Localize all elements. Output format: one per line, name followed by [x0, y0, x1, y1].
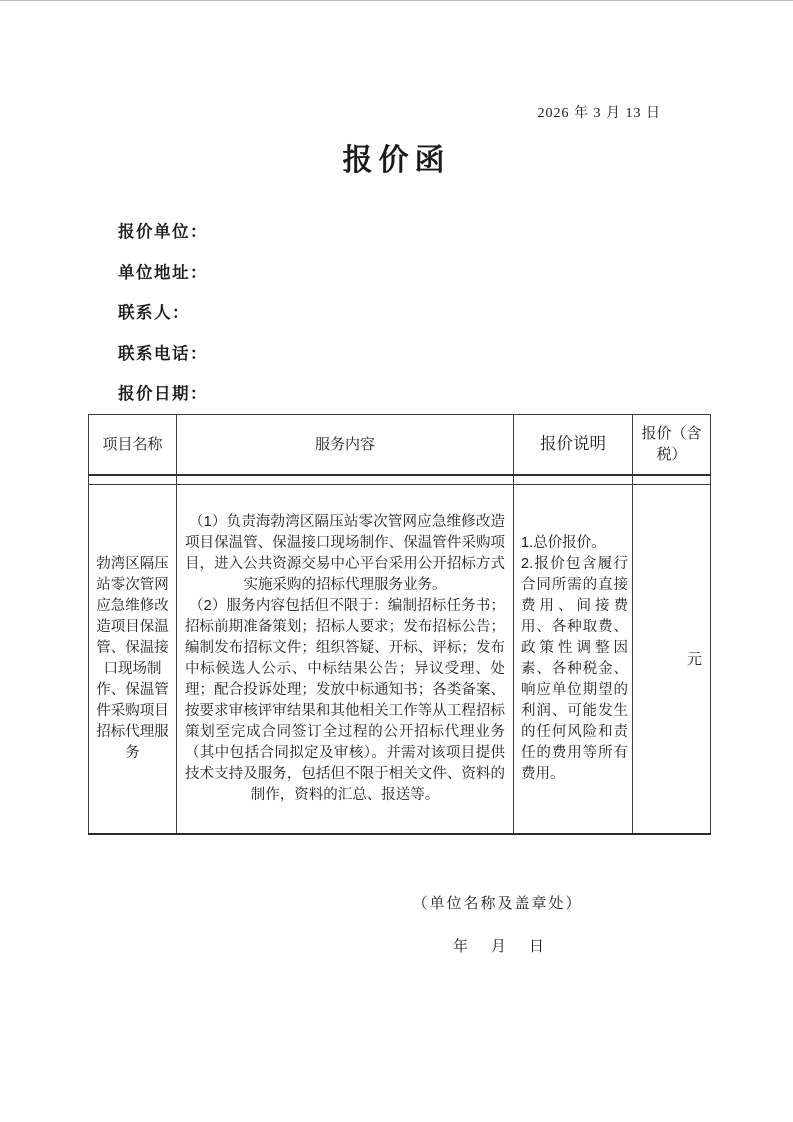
- col-header-quote-notes: 报价说明: [514, 415, 633, 475]
- quote-note-2: 2.报价包含履行合同所需的直接费用、间接费用、各种取费、政策性调整因素、各种税金、响应单位期望的利润、可能发生的任何风险和责任的费用等所有费用。: [521, 555, 628, 782]
- seal-placeholder-line: （单位名称及盖章处）: [412, 896, 583, 912]
- field-contact-person: 联系人：: [118, 303, 190, 322]
- cell-quote-amount: 元: [633, 485, 711, 834]
- header-body-divider-row: [89, 475, 711, 485]
- table-header-row: [89, 415, 711, 475]
- quote-note-1: 1.总价报价。: [521, 534, 606, 551]
- field-quote-date: 报价日期：: [118, 384, 208, 403]
- cell-project-name: 勃湾区隔压站零次管网应急维修改造项目保温管、保温接口现场制作、保温管件采购项目招标代理服务: [89, 485, 177, 834]
- col-header-project-name: 项目名称: [89, 415, 177, 475]
- table-row: [89, 485, 711, 834]
- field-contact-phone: 联系电话：: [118, 343, 208, 363]
- cell-service-content: [177, 485, 514, 834]
- cell-quote-notes: [514, 485, 633, 834]
- quote-fields-block: [118, 218, 208, 421]
- field-unit-address: 单位地址：: [118, 262, 208, 282]
- document-title: 报价函: [342, 144, 451, 177]
- service-content-paragraph-1: （1）负责海勃湾区隔压站零次管网应急维修改造项目保温管、保温接口现场制作、保温管件采购项目，进入公共资源交易中心平台采用公开招标方式实施采购的招标代理服务业务。: [185, 513, 505, 593]
- document-date: 2026 年 3 月 13 日: [537, 106, 661, 121]
- field-quote-unit: 报价单位：: [118, 222, 208, 241]
- quotation-table: [88, 414, 711, 835]
- service-content-paragraph-2: （2）服务内容包括但不限于：编制招标任务书；招标前期准备策划；招标人要求；发布招标公告；编制发布招标文件；组织答疑、开标、评标；发布中标候选人公示、中标结果公告；异议受理、处理；配合投诉处理；发放中标通知书；各类备案、按要求审核评审结果和其他相关工作等从工程招标策划至完成合同签订全过程的公开招标代理业务（其中包括合同拟定及审核）。并需对该项目提供技术支持及服务，包括但不限于相关文件、资料的制作，资料的汇总、报送等。: [185, 597, 505, 803]
- signature-date-line: 年 月 日: [452, 939, 548, 955]
- col-header-quote-amount: 报价（含税）: [633, 415, 711, 475]
- col-header-service-content: 服务内容: [177, 415, 514, 475]
